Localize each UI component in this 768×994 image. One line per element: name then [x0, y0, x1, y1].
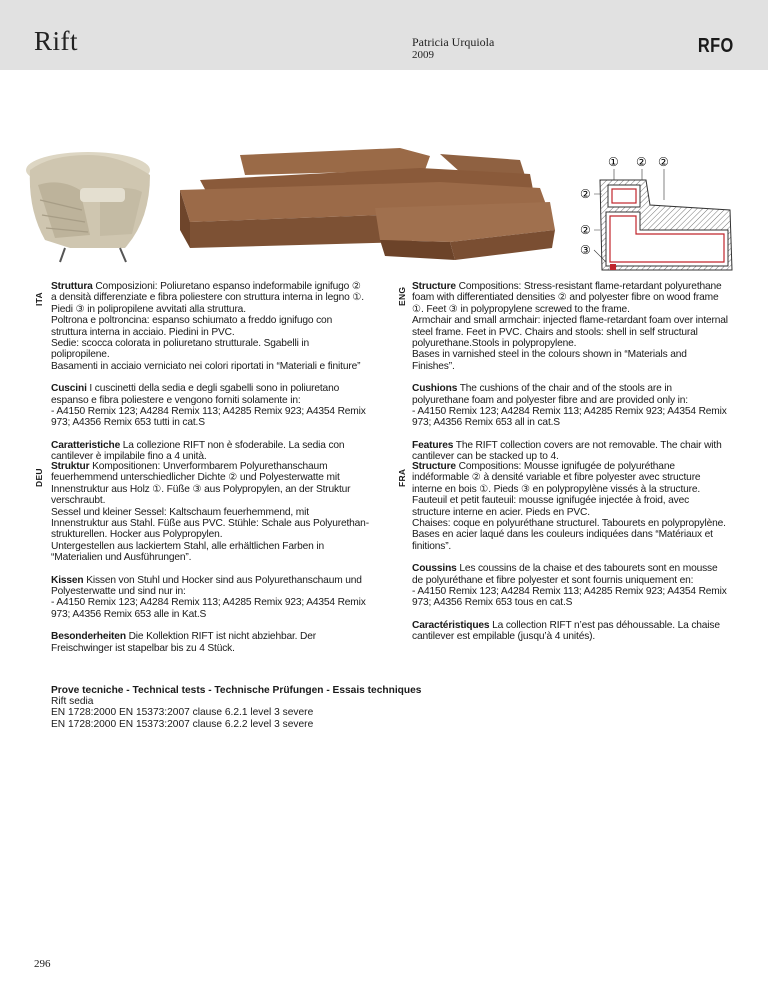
ita-cushions-heading: Cuscini: [51, 383, 87, 395]
fra-features-heading: Caractéristiques: [412, 619, 490, 631]
ita-structure-line3: Sedie: scocca colorata in poliuretano strutturale. Sgabelli in polipropilene.: [51, 338, 309, 361]
eng-structure-heading: Structure: [412, 281, 456, 292]
eng-cushions: [412, 383, 730, 429]
ita-cushions-line2: - A4150 Remix 123; A4284 Remix 113; A4285 Remix 923; A4354 Remix 973; A4356 Remix 653 tutti in cat.S: [51, 406, 366, 429]
page-header: [0, 0, 768, 70]
lang-tag-eng: ENG: [397, 286, 407, 306]
fra-features-text: La collection RIFT n’est pas déhoussable. La chaise cantilever est empilable (jusqu’à 4 unités).: [412, 619, 720, 643]
callout-feet: ③: [580, 243, 591, 257]
cross-section-diagram: [580, 150, 750, 275]
eng-structure-line3: Bases in varnished steel in the colours shown in “Materials and Finishes”.: [412, 349, 687, 372]
technical-tests: [51, 685, 501, 730]
deu-cushions-text: Kissen von Stuhl und Hocker sind aus Polyurethanschaum und Polyesterwatte und sind nur in:: [51, 574, 362, 598]
eng-structure-text: Compositions: Stress-resistant flame-retardant polyurethane foam with differentiated densities ② and polyester fibre on wood frame ①. Feet ③ in polypropylene screwed to the frame.: [412, 281, 722, 315]
lang-tag-ita: ITA: [34, 292, 44, 306]
fra-structure: [412, 461, 730, 552]
deu-features-heading: Besonderheiten: [51, 631, 126, 643]
sofa-illustration: [180, 148, 555, 260]
ita-structure-heading: Struttura: [51, 281, 93, 292]
tests-line-3: EN 1728:2000 EN 15373:2007 clause 6.2.2 level 3 severe: [51, 718, 314, 730]
callout-wood-frame: ①: [608, 155, 619, 169]
eng-cushions-line2: - A4150 Remix 123; A4284 Remix 113; A4285 Remix 923; A4354 Remix 973; A4356 Remix 653 all in cat.S: [412, 406, 727, 429]
lang-tag-deu: DEU: [34, 468, 44, 487]
eng-structure: [412, 281, 730, 372]
ita-cushions: [51, 383, 369, 429]
product-photo: [0, 130, 570, 270]
product-title: Rift: [34, 26, 79, 56]
fra-cushions-heading: Coussins: [412, 563, 457, 575]
deu-cushions-heading: Kissen: [51, 574, 84, 586]
deu-section: [51, 461, 369, 665]
fra-structure-line2: Fauteuil et petit fauteuil: mousse ignifugée injectée à froid, avec structure interne en acier. Pieds en PVC.: [412, 495, 690, 518]
designer-block: [412, 36, 494, 62]
ita-features: [51, 440, 369, 463]
ita-structure-line4: Basamenti in acciaio verniciato nei colori riportati in “Materiali e finiture”: [51, 360, 361, 372]
deu-structure-line2: Sessel und kleiner Sessel: Kaltschaum feuerhemmend, mit Innenstruktur aus Stahl. Füße aus PVC. Stühle: Schale aus Polyurethan-strukturellen. Hocker aus Polypropylen.: [51, 506, 369, 541]
tests-line-1: Rift sedia: [51, 696, 94, 708]
fra-cushions: [412, 563, 730, 609]
ita-structure-text: Composizioni: Poliuretano espanso indeformabile ignifugo ② a densità differenziate e fibra poliestere con struttura interna in legno ①. Piedi ③ in polipropilene avvitati alla struttura.: [51, 281, 364, 315]
tests-heading: Prove tecniche - Technical tests - Technische Prüfungen - Essais techniques: [51, 685, 422, 696]
deu-cushions: [51, 575, 369, 621]
ita-features-text: La collezione RIFT non è sfoderabile. La sedia con cantilever è impilabile fino a 4 unità.: [51, 439, 345, 463]
callout-foam-c: ②: [580, 187, 591, 201]
fra-structure-heading: Structure: [412, 461, 456, 472]
deu-cushions-line2: - A4150 Remix 123; A4284 Remix 113; A4285 Remix 923; A4354 Remix 973; A4356 Remix 653 alle in Kat.S: [51, 597, 366, 620]
deu-features: [51, 631, 369, 654]
deu-structure: [51, 461, 369, 564]
callout-foam-d: ②: [580, 223, 591, 237]
fra-features: [412, 620, 730, 643]
ita-structure: [51, 281, 369, 372]
callout-foam-a: ②: [636, 155, 647, 169]
ita-features-heading: Caratteristiche: [51, 439, 121, 451]
fra-cushions-line2: - A4150 Remix 123; A4284 Remix 113; A4285 Remix 923; A4354 Remix 973; A4356 Remix 653 tous en cat.S: [412, 586, 727, 609]
deu-structure-line3: Untergestellen aus lackiertem Stahl, alle erhältlichen Farben in “Materialien und Ausführungen”.: [51, 540, 324, 564]
fra-structure-line3: Chaises: coque en polyuréthane structurel. Tabourets en polypropylène. Bases en acier laqué dans les couleurs indiquées dans “Matériaux et finitions”.: [412, 518, 726, 552]
armchair-illustration: [26, 152, 150, 262]
ita-cushions-text: I cuscinetti della sedia e degli sgabelli sono in poliuretano espanso e fibra poliestere e vengono forniti solamente in:: [51, 383, 340, 406]
fra-section: [412, 461, 730, 654]
eng-features-heading: Features: [412, 439, 454, 451]
product-code: RFO: [698, 35, 734, 57]
tests-line-2: EN 1728:2000 EN 15373:2007 clause 6.2.1 level 3 severe: [51, 707, 314, 719]
eng-cushions-heading: Cushions: [412, 383, 458, 395]
deu-structure-text: Kompositionen: Unverformbarem Polyurethanschaum feuerhemmend unterschiedlicher Dichte ② und Polyesterwatte mit Innenstruktur aus Holz ①. Füße ③ aus Polypropylen, an der Struktur verschraubt.: [51, 461, 351, 507]
eng-features: [412, 440, 730, 463]
eng-features-text: The RIFT collection covers are not removable. The chair with cantilever can be stacked up to 4.: [412, 439, 722, 463]
page-number: 296: [34, 958, 51, 970]
eng-cushions-text: The cushions of the chair and of the stools are in polyurethane foam and polyester fibre and are provided only in:: [412, 383, 688, 406]
ita-section: [51, 281, 369, 474]
deu-features-text: Die Kollektion RIFT ist nicht abziehbar. Der Freischwinger ist stapelbar bis zu 4 Stück.: [51, 631, 316, 654]
eng-section: [412, 281, 730, 474]
eng-structure-line2: Armchair and small armchair: injected flame-retardant foam over internal steel frame. Feet in PVC. Chairs and stools: shell in self structural polyurethane.Stools in polypropylene.: [412, 315, 728, 350]
deu-structure-heading: Struktur: [51, 461, 90, 472]
designer-name: Patricia Urquiola: [412, 35, 495, 49]
lang-tag-fra: FRA: [397, 468, 407, 487]
fra-cushions-text: Les coussins de la chaise et des tabourets sont en mousse de polyuréthane et fibre polyester et sont fournis uniquement en:: [412, 563, 718, 586]
ita-structure-line2: Poltrona e poltroncina: espanso schiumato a freddo ignifugo con struttura interna in acciaio. Piedini in PVC.: [51, 315, 333, 338]
design-year: 2009: [412, 49, 434, 61]
fra-structure-text: Compositions: Mousse ignifugée de polyuréthane indéformable ② à densité variable et fibre polyester avec structure interne en bois ①. Pieds ③ en polypropylène vissés à la structure.: [412, 461, 701, 495]
callout-foam-b: ②: [658, 155, 669, 169]
